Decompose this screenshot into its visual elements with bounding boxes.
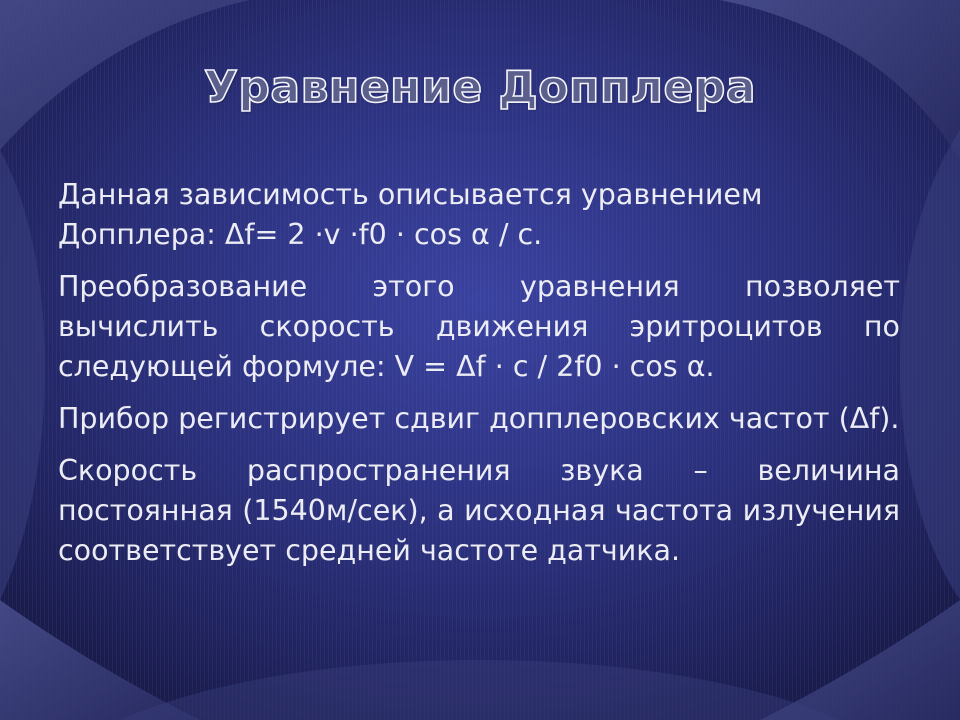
paragraph-doppler-equation: Данная зависимость описывается уравнением Допплера: Δf= 2 ·v ·f0 · cos α / с.	[58, 178, 763, 251]
paragraph-sound-speed: Скорость распространения звука – величина постоянная (1540м/сек), а исходная частота излучения соответствует средней частоте датчика.	[58, 454, 900, 567]
slide-title: Уравнение Допплера	[203, 62, 757, 113]
paragraph-frequency-shift: Прибор регистрирует сдвиг допплеровских частот (Δf).	[58, 402, 900, 435]
slide-body	[58, 175, 900, 583]
paragraph-velocity-formula: Преобразование этого уравнения позволяет вычислить скорость движения эритроцитов по следующей формуле: V = Δf · с / 2f0 · cos α.	[58, 270, 900, 383]
